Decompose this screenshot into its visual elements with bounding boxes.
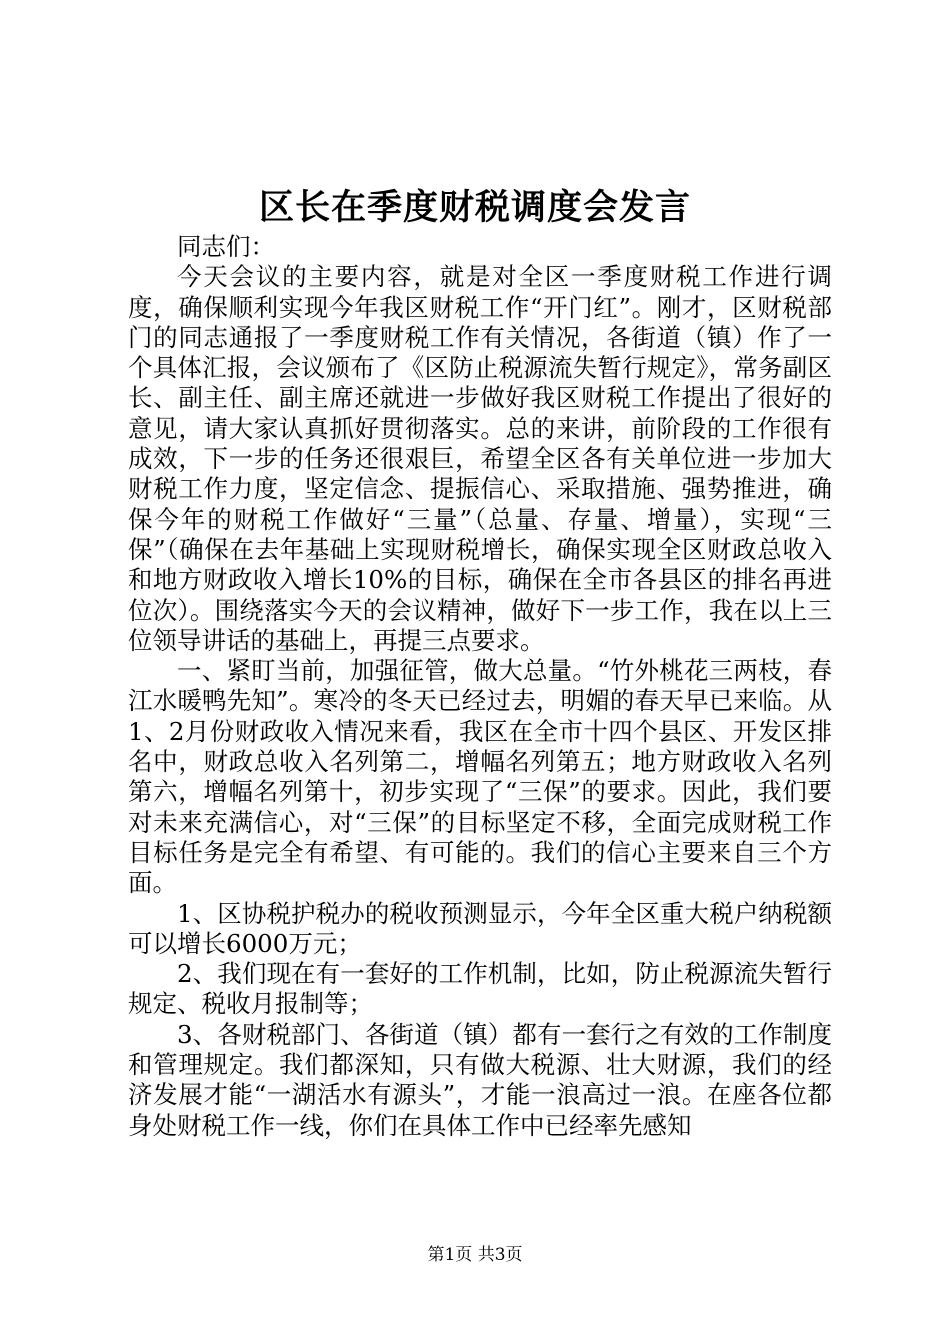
document-body (128, 232, 832, 1141)
greeting-paragraph: 同志们： (177, 232, 275, 261)
section-one-paragraph: 一、紧盯当前，加强征管，做大总量。“竹外桃花三两枝，春江水暖鸭先知”。寒冷的冬天已经过去，明媚的春天早已来临。从1、2月份财政收入情况来看，我区在全市十四个县区、开发区排名中，财政总收入名列第二，增幅名列第五；地方财政收入名列第六，增幅名列第十，初步实现了“三保”的要求。因此，我们要对未来充满信心，对“三保”的目标坚定不移，全面完成财税工作目标任务是完全有希望、有可能的。我们的信心主要来自三个方面。 (128, 656, 832, 898)
list-item-1: 1、区协税护税办的税收预测显示，今年全区重大税户纳税额可以增长6000万元； (128, 898, 832, 958)
list-item-2: 2、我们现在有一套好的工作机制，比如，防止税源流失暂行规定、税收月报制等； (128, 959, 832, 1019)
document-title: 区长在季度财税调度会发言 (258, 187, 691, 228)
page-footer: 第1页 共3页 (427, 1245, 523, 1265)
list-item-3: 3、各财税部门、各街道（镇）都有一套行之有效的工作制度和管理规定。我们都深知，只有做大税源、壮大财源，我们的经济发展才能“一湖活水有源头”，才能一浪高过一浪。在座各位都身处财税工作一线，你们在具体工作中已经率先感知 (128, 1019, 832, 1140)
intro-paragraph: 今天会议的主要内容，就是对全区一季度财税工作进行调度，确保顺利实现今年我区财税工作“开门红”。刚才，区财税部门的同志通报了一季度财税工作有关情况，各街道（镇）作了一个具体汇报，会议颁布了《区防止税源流失暂行规定》，常务副区长、副主任、副主席还就进一步做好我区财税工作提出了很好的意见，请大家认真抓好贯彻落实。总的来讲，前阶段的工作很有成效，下一步的任务还很艰巨，希望全区各有关单位进一步加大财税工作力度，坚定信念、提振信心、采取措施、强势推进，确保今年的财税工作做好“三量”（总量、存量、增量），实现“三保”（确保在去年基础上实现财税增长，确保实现全区财政总收入和地方财政收入增长10%的目标，确保在全市各县区的排名再进位次）。围绕落实今天的会议精神，做好下一步工作，我在以上三位领导讲话的基础上，再提三点要求。 (128, 262, 832, 655)
